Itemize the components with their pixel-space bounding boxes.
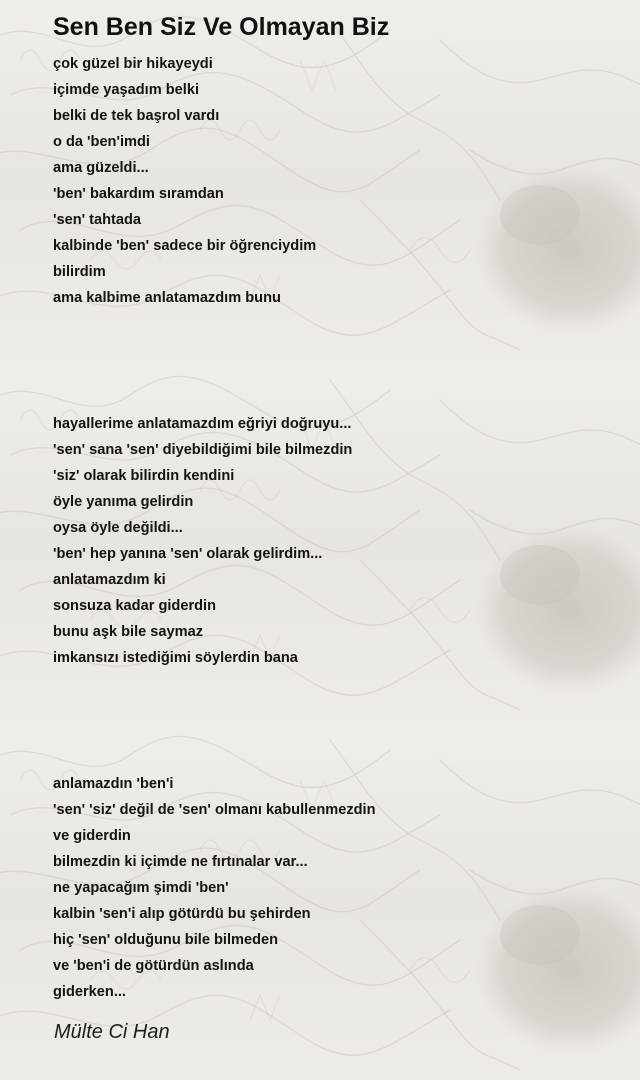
poem-line: oysa öyle değildi... bbox=[53, 520, 183, 536]
poem-line: çok güzel bir hikayeydi bbox=[53, 56, 213, 72]
poem-line: ama güzeldi... bbox=[53, 160, 149, 176]
stanza-2 bbox=[53, 411, 352, 671]
poem-line: içimde yaşadım belki bbox=[53, 82, 200, 98]
poem-line: ne yapacağım şimdi 'ben' bbox=[53, 880, 229, 896]
poem-line: 'sen' tahtada bbox=[53, 212, 142, 228]
poem-line: 'sen' 'siz' değil de 'sen' olmanı kabullenmezdin bbox=[53, 802, 376, 818]
poem-line: ama kalbime anlatamazdım bunu bbox=[53, 290, 281, 306]
poem-line: bilmezdin ki içimde ne fırtınalar var... bbox=[53, 854, 308, 870]
poem-line: belki de tek başrol vardı bbox=[53, 108, 220, 124]
stanza-3 bbox=[53, 771, 376, 1005]
poem-line: sonsuza kadar giderdin bbox=[53, 598, 217, 614]
poem-line: o da 'ben'imdi bbox=[53, 134, 150, 150]
poem-line: 'sen' sana 'sen' diyebildiğimi bile bilmezdin bbox=[53, 442, 353, 458]
poem-line: ve giderdin bbox=[53, 828, 131, 844]
poem-line: anlamazdın 'ben'i bbox=[53, 776, 174, 792]
poem-line: kalbin 'sen'i alıp götürdü bu şehirden bbox=[53, 906, 311, 922]
poem-line: bilirdim bbox=[53, 264, 106, 280]
poem-line: 'siz' olarak bilirdin kendini bbox=[53, 468, 235, 484]
poem-line: imkansızı istediğimi söylerdin bana bbox=[53, 650, 298, 666]
poem-line: kalbinde 'ben' sadece bir öğrenciydim bbox=[53, 238, 317, 254]
author-name: Mülte Ci Han bbox=[54, 1021, 170, 1043]
poem-line: anlatamazdım ki bbox=[53, 572, 166, 588]
poem-line: öyle yanıma gelirdin bbox=[53, 494, 194, 510]
poem-line: giderken... bbox=[53, 984, 126, 1000]
poem-line: bunu aşk bile saymaz bbox=[53, 624, 204, 640]
poem-line: hiç 'sen' olduğunu bile bilmeden bbox=[53, 932, 279, 948]
poem-title: Sen Ben Siz Ve Olmayan Biz bbox=[53, 13, 390, 41]
poem-line: 'ben' bakardım sıramdan bbox=[53, 186, 224, 202]
poem-line: hayallerime anlatamazdım eğriyi doğruyu... bbox=[53, 416, 352, 432]
poem-line: 'ben' hep yanına 'sen' olarak gelirdim... bbox=[53, 546, 323, 562]
stanza-1 bbox=[53, 51, 316, 311]
poem-line: ve 'ben'i de götürdün aslında bbox=[53, 958, 254, 974]
